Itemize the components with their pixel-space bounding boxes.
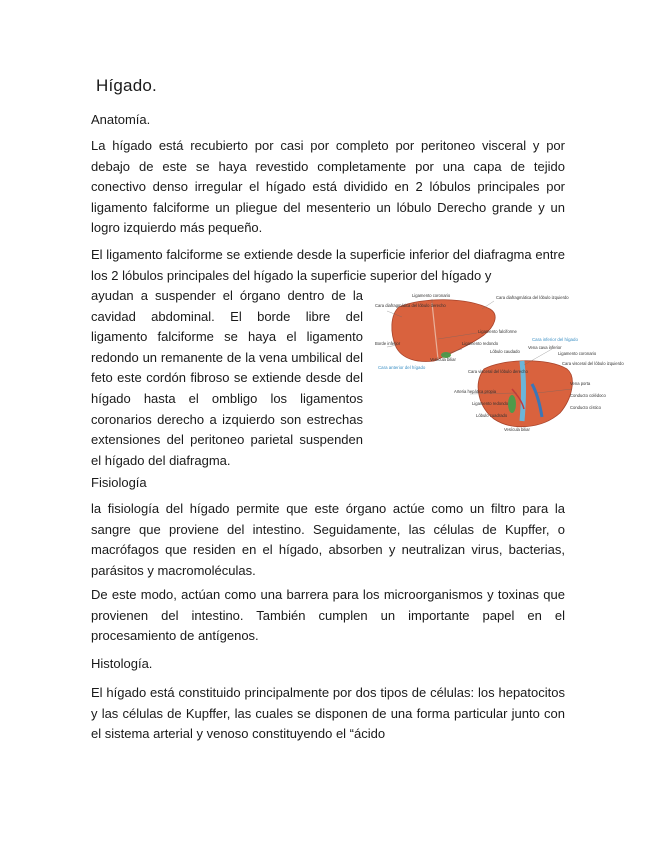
label-gallbladder-2: Vesícula biliar	[504, 427, 530, 432]
label-visceral-right: Cara visceral del lóbulo derecho	[468, 369, 528, 374]
label-visceral-left: Cara visceral del lóbulo izquierdo	[562, 361, 624, 366]
anatomy-paragraph-2-continued: ayudan a suspender el órgano dentro de la cavidad abdominal. El borde libre del ligamento falciforme se haya el ligamento redondo un remanente de la vena umbilical del feto este cordón fibroso se extiende desde del hígado hasta el ombligo los ligamentos coronarios derecho a izquierdo son estrechas extensiones del peritoneo parietal suspenden el hígado del diafragma.	[91, 288, 363, 468]
anatomy-heading: Anatomía.	[91, 112, 151, 127]
label-left-diaphragm-face: Cara diafragmática del lóbulo izquierdo	[496, 295, 569, 300]
label-cystic-duct: Conducto colédoco	[570, 393, 606, 398]
label-vena-cava: Vena cava inferior	[528, 345, 562, 350]
label-hepatic-artery: Arteria hepática propia	[454, 389, 497, 394]
anatomy-paragraph-1: La hígado está recubierto por casi por completo por peritoneo visceral y por debajo de este se haya revestido completamente por una capa de tejido conectivo denso irregular el hígado está dividido en 2 lóbulos principales por ligamento falciforme un pliegue del mesenterio un lóbulo Derecho grande y un logro izquierdo más pequeño.	[91, 138, 565, 236]
anterior-caption: Cara anterior del hígado	[378, 365, 426, 370]
gallbladder-inferior	[508, 395, 516, 413]
physiology-heading: Fisiología	[91, 475, 147, 490]
label-coronary: Ligamento coronario	[412, 293, 451, 298]
label-inferior-border: Borde inferior	[375, 341, 401, 346]
label-caudate: Lóbulo caudado	[490, 349, 520, 354]
label-portal-vein: Vena porta	[570, 381, 591, 386]
label-hepatic-duct: Conducto cístico	[570, 405, 601, 410]
page-title: Hígado.	[96, 76, 157, 95]
label-round: Ligamento redondo	[462, 341, 499, 346]
liver-illustration	[372, 289, 624, 435]
anatomy-paragraph-2: El ligamento falciforme se extiende desde la superficie inferior del diafragma entre los 2 lóbulos principales del hígado la superficie superior del hígado y	[91, 247, 565, 283]
histology-paragraph-1: El hígado está constituido principalmente por dos tipos de células: los hepatocitos y las células de Kupffer, las cuales se disponen de una forma particular junto con el sistema arterial y venoso constituyendo el “ácido	[91, 685, 565, 742]
label-round-2: Ligamento redondo	[472, 401, 509, 406]
physiology-paragraph-2: De este modo, actúan como una barrera para los microorganismos y toxinas que provienen del intestino. También cumplen un importante papel en el procesamiento de antígenos.	[91, 587, 565, 644]
label-falciform: Ligamento falciforme	[478, 329, 517, 334]
label-gallbladder: Vesícula biliar	[430, 357, 456, 362]
liver-anatomy-figure	[372, 289, 624, 435]
inferior-caption: Cara inferior del hígado	[532, 337, 578, 342]
label-coronary-2: Ligamento coronario	[558, 351, 597, 356]
physiology-paragraph-1: la fisiología del hígado permite que este órgano actúe como un filtro para la sangre que proviene del intestino. Seguidamente, las células de Kupffer, o macrófagos que residen en el hígado, absorben y neutralizan virus, bacterias, parásitos y macromoléculas.	[91, 501, 565, 578]
label-right-diaphragm-face: Cara diafragmática del lóbulo derecho	[375, 303, 446, 308]
histology-heading: Histología.	[91, 656, 153, 671]
label-quadrate: Lóbulo cuadrado	[476, 413, 508, 418]
